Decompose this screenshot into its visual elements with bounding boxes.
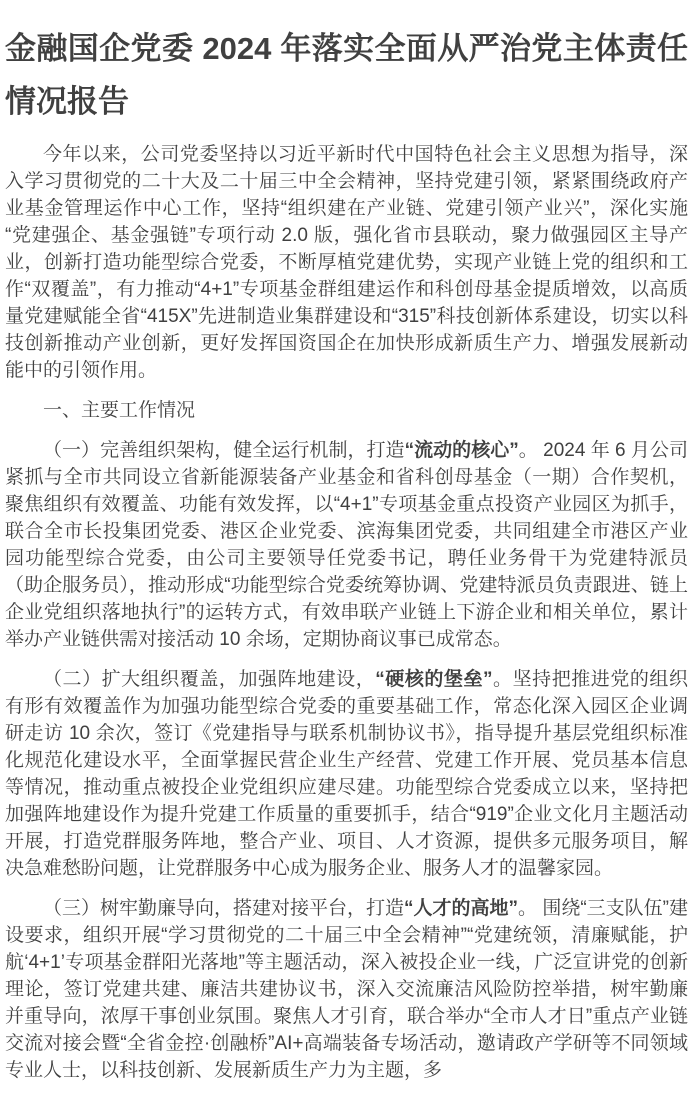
text-run: 一、主要工作情况 [43, 400, 196, 421]
bold-text-run: “流动的核心” [404, 440, 519, 461]
bold-text-run: “硬核的堡垒” [375, 669, 493, 690]
text-run: 。坚持把推进党的组织有形有效覆盖作为加强功能型综合党委的重要基础工作，常态化深入园区企业调研走访 10 余次，签订《党建指导与联系机制协议书》，指导提升基层党组织标准化规范化建设水平，全面掌握民营企业生产经营、党建工作开展、党员基本信息等情况，推动重点被投企业党组织应建尽建。功能型综合党委成立以来，坚持把加强阵地建设作为提升党建工作质量的重要抓手，结合“919”企业文化月主题活动开展，打造党群服务阵地，整合产业、项目、人才资源，提供多元服务项目，解决急难愁盼问题，让党群服务中心成为服务企业、服务人才的温馨家园。 [5, 669, 688, 879]
subsection-paragraph-2 [5, 666, 688, 882]
intro-paragraph [5, 141, 688, 384]
text-run: （一）完善组织架构，健全运行机制，打造 [43, 440, 405, 461]
document-body [5, 141, 688, 1084]
text-run: 。 2024 年 6 月公司紧抓与全市共同设立省新能源装备产业基金和省科创母基金（一期）合作契机，聚焦组织有效覆盖、功能有效发挥，以“4+1”专项基金重点投资产业园区为抓手，联合全市长投集团党委、港区企业党委、滨海集团党委，共同组建全市港区产业园功能型综合党委，由公司主要领导任党委书记，聘任业务骨干为党建特派员（助企服务员），推动形成“功能型综合党委统筹协调、党建特派员负责跟进、链上企业党组织落地执行”的运转方式，有效串联产业链上下游企业和相关单位，累计举办产业链供需对接活动 10 余场，定期协商议事已成常态。 [5, 440, 688, 650]
text-run: （三）树牢勤廉导向，搭建对接平台，打造 [43, 898, 405, 919]
text-run: （二）扩大组织覆盖，加强阵地建设， [43, 669, 376, 690]
subsection-paragraph-3 [5, 895, 688, 1084]
bold-text-run: “人才的高地” [404, 898, 519, 919]
text-run: 今年以来，公司党委坚持以习近平新时代中国特色社会主义思想为指导，深入学习贯彻党的二十大及二十届三中全会精神，坚持党建引领，紧紧围绕政府产业基金管理运作中心工作，坚持“组织建在产业链、党建引领产业兴”，深化实施“党建强企、基金强链”专项行动 2.0 版，强化省市县联动，聚力做强园区主导产业，创新打造功能型综合党委，不断厚植党建优势，实现产业链上党的组织和工作“双覆盖”，有力推动“4+1”专项基金群组建运作和科创母基金提质增效，以高质量党建赋能全省“415X”先进制造业集群建设和“315”科技创新体系建设，切实以科技创新推动产业创新，更好发挥国资国企在加快形成新质生产力、增强发展新动能中的引领作用。 [5, 144, 688, 381]
section-heading-main-work [5, 397, 688, 424]
text-run: 。 围绕“三支队伍”建设要求，组织开展“学习贯彻党的二十届三中全会精神”“党建统领，清廉赋能，护航‘4+1’专项基金群阳光落地”等主题活动，深入被投企业一线，广泛宣讲党的创新理论，签订党建共建、廉洁共建协议书，深入交流廉洁风险防控举措，树牢勤廉并重导向，浓厚干事创业氛围。聚焦人才引育，联合举办“全市人才日”重点产业链交流对接会暨“全省金控·创融桥”AI+高端装备专场活动，邀请政产学研等不同领域专业人士，以科技创新、发展新质生产力为主题，多 [5, 898, 688, 1081]
document-title: 金融国企党委 2024 年落实全面从严治党主体责任情况报告 [5, 31, 688, 119]
subsection-paragraph-1 [5, 437, 688, 653]
